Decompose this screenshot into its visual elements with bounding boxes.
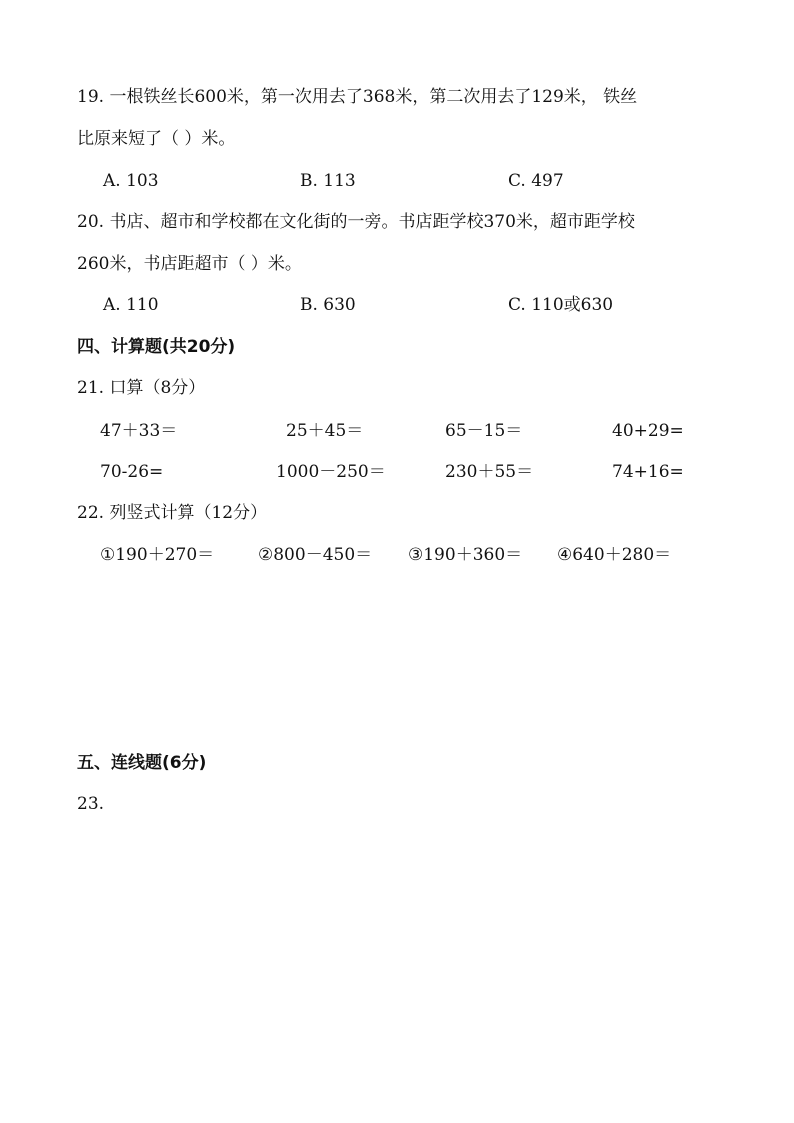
q22-item3: ③190＋360＝: [408, 545, 523, 565]
q19-line2: 比原来短了（ ）米。: [77, 129, 236, 149]
q19-option-a: A. 103: [103, 171, 159, 191]
q21-row2-item1: 70-26=: [100, 462, 164, 482]
q20-line1: 20. 书店、超市和学校都在文化街的一旁。书店距学校370米，超市距学校: [77, 212, 635, 232]
q21-row2-item3: 230＋55＝: [445, 462, 534, 482]
q20-line2: 260米，书店距超市（ ）米。: [77, 254, 302, 274]
q22-item4: ④640＋280＝: [557, 545, 672, 565]
q20-option-b: B. 630: [300, 295, 356, 315]
q23-title: 23.: [77, 794, 105, 814]
q20-option-a: A. 110: [103, 295, 159, 315]
q21-row1-item2: 25＋45＝: [286, 421, 364, 441]
section-4-title: 四、计算题(共20分): [77, 337, 236, 357]
q21-row1-item4: 40+29=: [612, 421, 684, 441]
q21-row2-item2: 1000－250＝: [276, 462, 386, 482]
section-5-title: 五、连线题(6分): [77, 753, 207, 773]
q19-line1: 19. 一根铁丝长600米，第一次用去了368米，第二次用去了129米， 铁丝: [77, 87, 638, 107]
q22-item2: ②800－450＝: [258, 545, 373, 565]
q19-option-c: C. 497: [508, 171, 564, 191]
q20-option-c: C. 110或630: [508, 295, 614, 315]
q21-row2-item4: 74+16=: [612, 462, 684, 482]
q22-item1: ①190＋270＝: [100, 545, 215, 565]
q21-title: 21. 口算（8分）: [77, 378, 206, 398]
q22-title: 22. 列竖式计算（12分）: [77, 503, 268, 523]
q21-row1-item3: 65－15＝: [445, 421, 523, 441]
q21-row1-item1: 47＋33＝: [100, 421, 178, 441]
q19-option-b: B. 113: [300, 171, 356, 191]
